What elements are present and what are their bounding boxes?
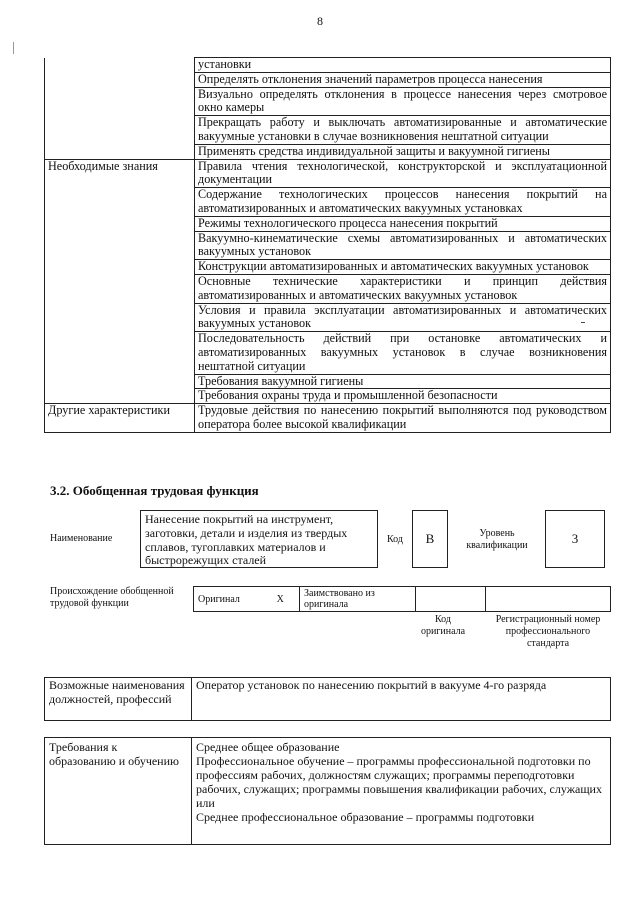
skills-knowledge-table — [44, 57, 611, 433]
positions-label: Возможные наименования должностей, профессий — [45, 678, 192, 721]
education-line: Среднее профессиональное образование – программы подготовки — [196, 810, 535, 824]
table-row — [45, 159, 611, 188]
table-cell: Требования вакуумной гигиены — [195, 374, 611, 389]
scan-mark — [13, 42, 14, 54]
table-cell: Основные технические характеристики и принцип действия автоматизированных и автоматических вакуумных установок — [195, 274, 611, 303]
table-cell: Трудовые действия по нанесению покрытий выполняются под руководством оператора более высокой квалификации — [195, 404, 611, 433]
education-line: Профессиональное обучение – программы профессиональной подготовки по профессиям рабочих, должностям служащих; программы переподготовки рабочих, служащих; программы повышения квалификации рабочих, служащих — [196, 754, 602, 796]
registration-caption: Регистрационный номер профессионального стандарта — [495, 614, 601, 649]
table-row — [45, 58, 611, 73]
original-code-cell — [416, 587, 486, 612]
code-box: B — [412, 510, 448, 568]
level-box: 3 — [545, 510, 605, 568]
table-cell: Режимы технологического процесса нанесения покрытий — [195, 216, 611, 231]
original-label: Оригинал — [194, 587, 262, 612]
other-label: Другие характеристики — [45, 404, 195, 433]
borrowed-label: Заимствовано из оригинала — [300, 587, 416, 612]
table-cell: Условия и правила эксплуатации автоматизированных и автоматических вакуумных установок — [195, 303, 611, 332]
section-heading: 3.2. Обобщенная трудовая функция — [50, 483, 259, 498]
table-cell: Прекращать работу и выключать автоматизированные и автоматические вакуумные установки в случае возникновения нештатной ситуации — [195, 116, 611, 145]
table-cell: Требования охраны труда и промышленной безопасности — [195, 389, 611, 404]
knowledge-label: Необходимые знания — [45, 159, 195, 404]
function-name-box: Нанесение покрытий на инструмент, заготовки, детали и изделия из твердых сплавов, тугоплавких материалов и быстрорежущих сталей — [140, 510, 378, 568]
original-mark: X — [262, 587, 300, 612]
positions-table — [44, 677, 611, 721]
table-cell: Определять отклонения значений параметров процесса нанесения — [195, 72, 611, 87]
table-cell: Применять средства индивидуальной защиты и вакуумной гигиены — [195, 144, 611, 159]
name-label: Наименование — [50, 533, 113, 544]
education-value — [192, 738, 611, 845]
code-label: Код — [387, 534, 403, 545]
table-row — [45, 738, 611, 845]
education-line: или — [196, 796, 215, 810]
education-label: Требования к образованию и обучению — [45, 738, 192, 845]
origin-table — [193, 586, 611, 612]
table-row — [45, 404, 611, 433]
level-label: Уровень квалификации — [466, 528, 528, 551]
table-cell: установки — [195, 58, 611, 73]
positions-value: Оператор установок по нанесению покрытий в вакууме 4-го разряда — [192, 678, 611, 721]
table-row — [194, 587, 611, 612]
table-cell: Вакуумно-кинематические схемы автоматизированных и автоматических вакуумных установок — [195, 231, 611, 260]
education-table — [44, 737, 611, 845]
table-cell: Конструкции автоматизированных и автоматических вакуумных установок — [195, 260, 611, 275]
original-code-caption: Код оригинала — [420, 614, 466, 637]
origin-label: Происхождение обобщенной трудовой функции — [50, 586, 174, 609]
page-number: 8 — [317, 14, 323, 28]
registration-cell — [486, 587, 611, 612]
education-line: Среднее общее образование — [196, 740, 340, 754]
table-cell: Визуально определять отклонения в процессе нанесения через смотровое окно камеры — [195, 87, 611, 116]
table-cell: Последовательность действий при остановке автоматических и автоматизированных вакуумных установок в случае возникновения нештатной ситуации — [195, 332, 611, 374]
table-cell: Содержание технологических процессов нанесения покрытий на автоматизированных и автоматических вакуумных установках — [195, 188, 611, 217]
label-cell — [45, 58, 195, 160]
table-cell: Правила чтения технологической, конструкторской и эксплуатационной документации — [195, 159, 611, 188]
table-row — [45, 678, 611, 721]
scan-mark — [581, 322, 585, 323]
